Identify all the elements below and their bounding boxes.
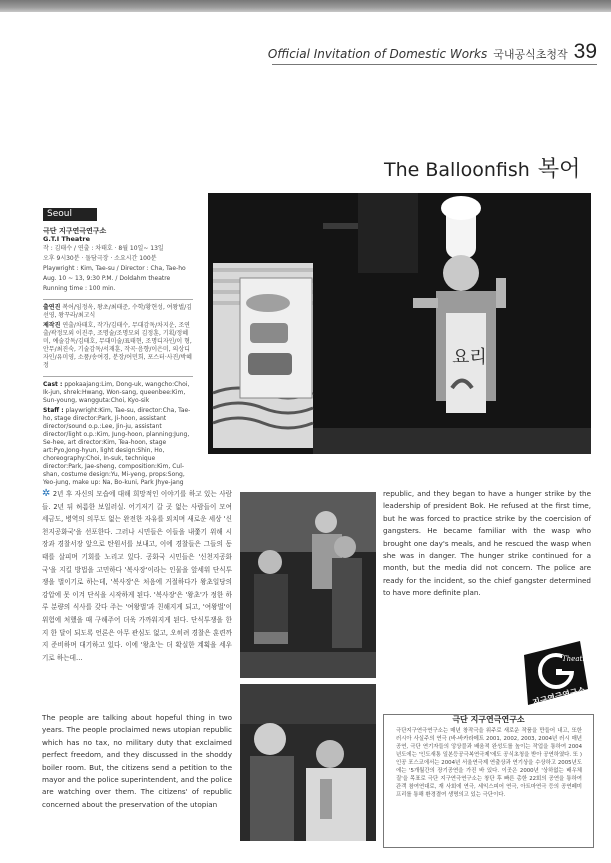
synopsis-ko xyxy=(42,488,232,664)
playwright-en: Playwright : Kim, Tae-su / Director : Cha, Tae-ho xyxy=(43,265,186,272)
play-title-ko: 복어 xyxy=(537,157,581,182)
header-rule xyxy=(272,64,597,65)
cast-en-label: Cast : xyxy=(43,381,63,388)
cast-ko xyxy=(43,304,193,320)
chef-apron-sign: 요리 xyxy=(452,347,487,368)
troupe-box-title xyxy=(384,707,593,726)
cast-en-text: ppokaajang:Lim, Dong-uk, wangcho:Choi, Ik-jun, shrek:Hwang, Won-sang, queenbee:Kim, Sun-young, wangguta:Choi, Kyo-sik xyxy=(43,381,190,404)
troupe-logo-mark xyxy=(518,641,594,713)
cast-ko-text: 복어/임정옥, 왕초/최태준, 수학/황현성, 여왕벌/김선영, 왕꾸라/최고식 xyxy=(43,304,192,319)
header-title-ko: 국내공식초청작 xyxy=(493,48,568,61)
scene-photo-2-illustration xyxy=(240,492,376,678)
main-stage-photo xyxy=(208,193,591,454)
troupe-name-en: G.T.I Theatre xyxy=(43,235,90,243)
logo-script: Theatre xyxy=(562,655,590,663)
running-time-en: Running time : 100 min. xyxy=(43,285,116,292)
staff-en-text: playwright:Kim, Tae-su, director:Cha, Tae-ho, stage director:Park, Ji-hoon, assistant director/sound o.p.:Lee, Jin-ju, assistant director/light o.p.:Kim, Jung-hoon, planning:Jung, Se-hee, art director:Kim, Tea-hoon, stage art:Pyo,Jong-hyun, light design:Shin, Ho, choreography:Choi, In-suk, technique director:Park, Jae-sheng, composition:Kim, Cul-shan, costume design:Yu, Mi-yeng, props:Song, Yeo-jung, make up: Na, Bo-kuni, Park Jhye-jang xyxy=(43,407,191,486)
synopsis-en-right: republic, and they began to have a hunger strike by the leadership of president Bok. He refused at the first time, but he was forced to practice strike by the coercision of gangsters. He became familiar with the wasp who brought one day's meals, and he rescued the wasp when she was in danger. The hunger strike continued for a month, but the media did not concern. The police are ready for the incident, so the chief gangster determined to have more definite plan. xyxy=(383,489,591,598)
staff-ko-label: 제작진 xyxy=(43,322,61,329)
troupe-logo xyxy=(518,641,594,713)
play-title-en: The Balloonfish xyxy=(384,159,530,181)
staff-en-label: Staff : xyxy=(43,407,64,414)
logo-name-ko: 지구연극연구소 xyxy=(531,685,587,708)
top-gradient-bar xyxy=(0,0,611,12)
troupe-box-title-text: 극단 지구연극연구소 xyxy=(446,715,530,724)
play-title xyxy=(384,152,580,183)
troupe-info-box xyxy=(383,714,594,848)
staff-ko-text: 연출/차태호, 작가/김태수, 무대감독/차지운, 조연출/곽정모외 이진주, 조명술/조명모외 김정훈, 기획/정혜미, 예술감독/김태호, 무대미술/표태현, 조명디자인/이 형, 안무/최진숙, 기술감독/서재훈, 작곡·음향/이은미, 의상디자인/유미영, 소품/송여경, 분장/어민희, 포스터·사진/박혜정 xyxy=(43,322,192,369)
scene-photo-3 xyxy=(240,684,376,841)
header-title-en: Official Invitation of Domestic Works xyxy=(267,47,488,61)
page-header xyxy=(268,40,597,64)
production-info xyxy=(43,227,193,489)
main-stage-photo-illustration xyxy=(208,193,591,454)
credits-ko: 작 : 김태수 / 연출 : 차태호 · 8월 10일~ 13일 xyxy=(43,245,164,252)
scene-photo-3-illustration xyxy=(240,684,376,841)
troupe-box-text: 극단지구연극연구소는 매년 창작극을 위주로 새로운 작품을 만들어 내고, 또한 러시아 사실주의 연극 (바-바카라메트 2001, 2002, 2003, 2004년 러시 매년 공연, 극단 연기자들의 앙상블과 배움적 완성도를 높이는 작업을 통하여 2004년도에는 '인도새통 일본등공극복연극제'에도 공식초청을 받아 공연하였다. 또 ) 인공 포스코에서는 2004년 서울연극제 연출상과 연기상을 수상하고 2005년도에는 '5개월간의 장기공연을 가진 바 있다. 이곳은 2000년 '상하없는 배우체질'을 목표로 극단 지구연극연구소는 창단 후 빠른 총한 22회의 공연을 통하여 관객 참여연대로, 재 사회에 연극, 세익스피어 연극, 아트마연극 등의 공연페미프리를 통해 환경결여 생명의고 있는 극단이다. xyxy=(396,728,582,798)
page-number: 39 xyxy=(573,40,597,63)
dates-en: Aug. 10 ~ 13, 9:30 P.M. / Doldahm theatre xyxy=(43,275,171,282)
troupe-name-ko: 극단 지구연극연구소 xyxy=(43,227,107,235)
cast-en xyxy=(43,381,193,405)
time-ko: 오후 9시30분 · 돌담극장 · 소요시간 100분 xyxy=(43,255,157,262)
scene-photo-2 xyxy=(240,492,376,678)
synopsis-en-left: The people are talking about hopeful thing in two years. The people proclaimed news utopian republic which has no tax, no military duty that exclaimed perfect freedom, and they discussed in the shoddy boiler room. But, the citizens send a petition to the mayor and the police superintendent, and the police are watching over them. The citizens' of republic concerned about the preservation of the utopian xyxy=(42,713,232,809)
synopsis-ko-text: 2년 후 자신의 모습에 대해 희망적인 이야기를 하고 있는 사람들. 2년 뒤 허름한 보일러실. 어기저기 갈 곳 없는 사람들이 모여 세금도, 병역의 의무도 없는 완전한 자유를 외치며 새로운 세상 '신천지공화국'을 선포한다. 그러나 시민들은 이들을 내쫓기 위해 시장과 경찰서장 앞으로 탄원서를 보내고, 이에 경찰들은 그들의 동태를 살피며 기회를 노리고 있다. 공화국 시민들은 '신천지공화국'을 지킬 방법을 고민하다 '복사장'이라는 인물을 앞세워 단식투쟁을 벌이기로 하는데, '복사장'은 처음에 거절하다가 왕초일당의 강압에 못 이겨 단식을 시작하게 된다. '복사장'은 '왕초'가 정한 하루 분량의 식사를 갖다 주는 '여왕벌'과 친해지게 되고, '여왕벌'이 위험에 처했을 때 구해주어 더욱 가까워지게 된다. 단식투쟁을 한지 한 달이 되도록 언론은 아무 관심도 없고, 오히려 경찰은 훈련까지 준비하며 대기하고 있다. 이에 '왕초'는 더 확실한 계획을 세우기로 하는데… xyxy=(42,490,232,662)
asterisk-icon: ✲ xyxy=(42,488,51,499)
staff-en xyxy=(43,407,193,487)
info-divider-2 xyxy=(43,376,193,377)
city-badge: Seoul xyxy=(43,208,97,221)
cast-ko-label: 출연진 xyxy=(43,304,61,311)
staff-ko xyxy=(43,322,193,370)
info-divider xyxy=(43,299,193,300)
